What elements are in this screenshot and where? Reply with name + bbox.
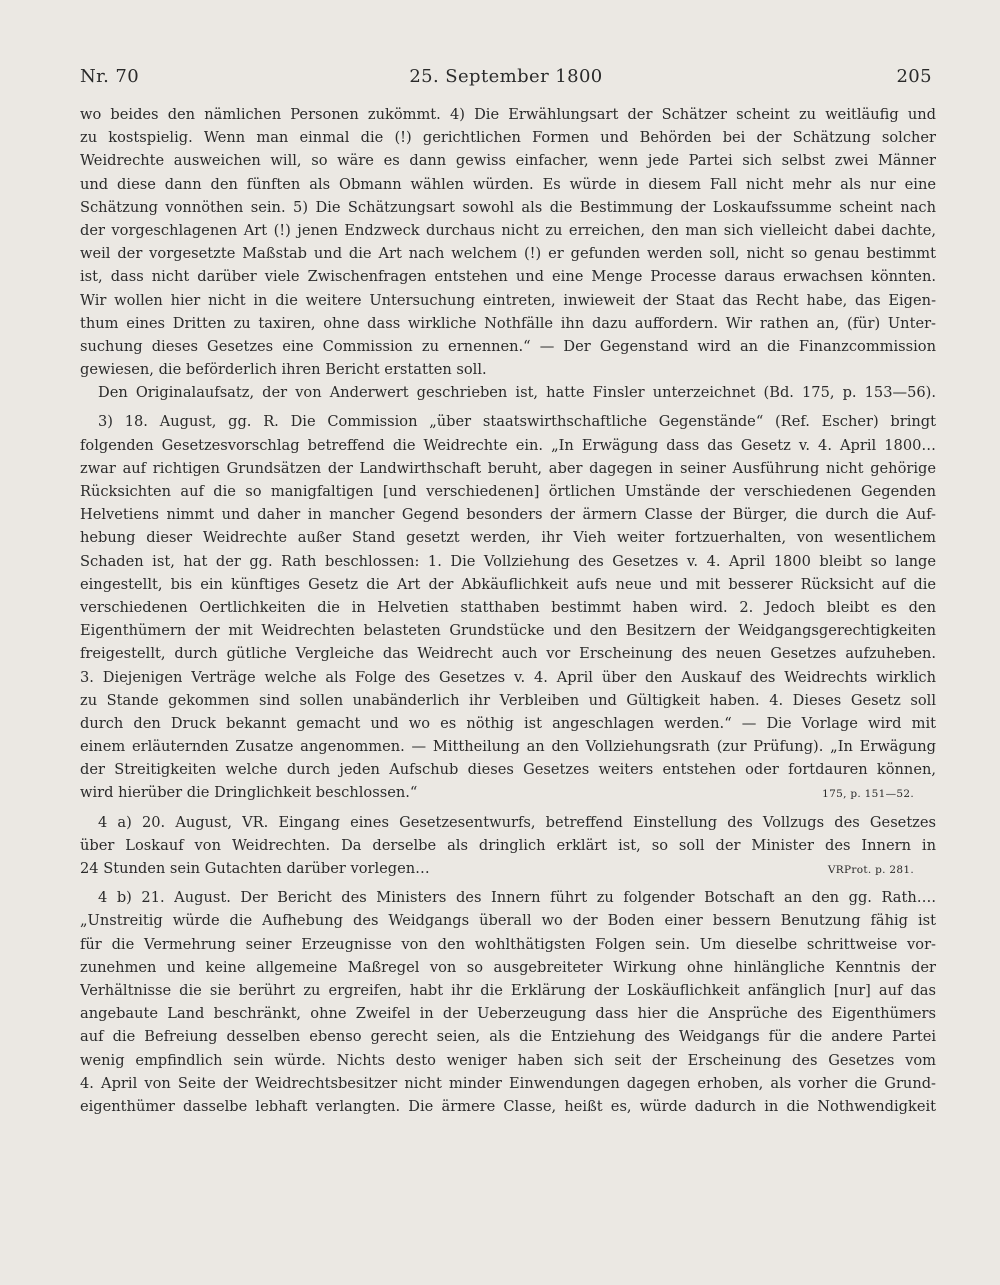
text-line: 4. April von Seite der Weidrechtsbesitzer nicht minder Einwendungen dagegen erhoben, als vorher die Grund- bbox=[80, 1074, 936, 1092]
text-line: angebaute Land beschränkt, ohne Zweifel in der Ueberzeugung dass hier die Ansprüche des Eigenthümers bbox=[80, 1005, 936, 1023]
text-line: 3. Diejenigen Verträge welche als Folge des Gesetzes v. 4. April über den Auskauf des Weidrechts wirklich bbox=[80, 668, 936, 686]
text-line: zwar auf richtigen Grundsätzen der Landwirthschaft beruht, aber dagegen in seiner Ausführung nicht gehörige bbox=[80, 459, 936, 477]
text-line: Rücksichten auf die so manigfaltigen [und verschiedenen] örtlichen Umstände der verschiedenen Gegenden bbox=[80, 483, 936, 500]
text-line: „Unstreitig würde die Aufhebung des Weidgangs überall wo der Boden einer bessern Benutzung fähig ist bbox=[80, 912, 936, 930]
text-line: der vorgeschlagenen Art (!) jenen Endzweck durchaus nicht zu erreichen, den man sich vielleicht dabei dachte, bbox=[80, 221, 936, 239]
text-line: 24 Stunden sein Gutachten darüber vorlegen… bbox=[80, 860, 430, 877]
text-line: Helvetiens nimmt und daher in mancher Gegend besonders der ärmern Classe der Bürger, die durch die Auf- bbox=[80, 506, 936, 524]
source-reference: 175, p. 151—52. bbox=[822, 788, 914, 801]
text-line: einem erläuternden Zusatze angenommen. — Mittheilung an den Vollziehungsrath (zur Prüfung). „In Erwägung bbox=[80, 738, 936, 756]
text-line: ist, dass nicht darüber viele Zwischenfragen entstehen und eine Menge Processe daraus erwachsen könnten. bbox=[80, 268, 936, 286]
text-line: weil der vorgesetzte Maßstab und die Art nach welchem (!) er gefunden werden soll, nicht so genau bestimmt bbox=[80, 245, 936, 263]
text-line: hebung dieser Weidrechte außer Stand gesetzt werden, ihr Vieh weiter fortzuerhalten, von wesentlichem bbox=[80, 529, 936, 547]
paragraph-note bbox=[80, 381, 936, 404]
text-line: thum eines Dritten zu taxiren, ohne dass wirkliche Nothfälle ihn dazu auffordern. Wir rathen an, (für) Unter- bbox=[80, 314, 936, 332]
text-line-with-reference bbox=[80, 857, 936, 880]
text-line: wo beides den nämlichen Personen zukömmt. 4) Die Erwählungsart der Schätzer scheint zu weitläufig und bbox=[80, 106, 936, 123]
text-line: zu Stande gekommen sind sollen unabänderlich ihr Verbleiben und Gültigkeit haben. 4. Dieses Gesetz soll bbox=[80, 691, 936, 709]
document-body bbox=[80, 103, 936, 1118]
source-reference: VRProt. p. 281. bbox=[827, 864, 914, 876]
text-line: durch den Druck bekannt gemacht und wo es nöthig ist angeschlagen werden.“ — Die Vorlage wird mit bbox=[80, 714, 936, 732]
paragraph-entry-3 bbox=[80, 410, 936, 804]
page-number: 205 bbox=[896, 66, 932, 87]
text-line: der Streitigkeiten welche durch jeden Aufschub dieses Gesetzes weiters entstehen oder fortdauren können, bbox=[80, 761, 936, 779]
text-line: zu kostspielig. Wenn man einmal die (!) gerichtlichen Formen und Behörden bei der Schätzung solcher bbox=[80, 129, 936, 147]
text-line: folgenden Gesetzesvorschlag betreffend die Weidrechte ein. „In Erwägung dass das Gesetz v. 4. April 1800… bbox=[80, 436, 936, 454]
text-line: 3) 18. August, gg. R. Die Commission „über staatswirthschaftliche Gegenstände“ (Ref. Escher) bringt bbox=[98, 413, 936, 431]
text-line: suchung dieses Gesetzes eine Commission zu ernennen.“ — Der Gegenstand wird an die Finanzcommission bbox=[80, 337, 936, 355]
text-line: Eigenthümern der mit Weidrechten belasteten Grundstücke und den Besitzern der Weidgangsgerechtigkeiten bbox=[80, 622, 936, 640]
page-header bbox=[80, 66, 932, 92]
text-line: eingestellt, bis ein künftiges Gesetz die Art der Abkäuflichkeit aufs neue und mit besserer Rücksicht auf die bbox=[80, 575, 936, 593]
paragraph-continuation bbox=[80, 103, 936, 381]
text-line: Den Originalaufsatz, der von Anderwert geschrieben ist, hatte Finsler unterzeichnet (Bd. 175, p. 153—56). bbox=[98, 384, 936, 402]
text-line-with-reference bbox=[80, 781, 936, 804]
text-line: wird hierüber die Dringlichkeit beschlossen.“ bbox=[80, 784, 418, 802]
text-line: auf die Befreiung desselben ebenso gerecht seien, als die Entziehung des Weidgangs für die andere Partei bbox=[80, 1028, 936, 1046]
text-line: Schätzung vonnöthen sein. 5) Die Schätzungsart sowohl als die Bestimmung der Loskaufssumme scheint nach bbox=[80, 198, 936, 216]
document-number: Nr. 70 bbox=[80, 66, 140, 87]
text-line: wenig empfindlich sein würde. Nichts desto weniger haben sich seit der Erscheinung des Gesetzes vom bbox=[80, 1051, 936, 1069]
text-line: Verhältnisse die sie berührt zu ergreifen, habt ihr die Erklärung der Loskäuflichkeit anfänglich [nur] auf das bbox=[80, 981, 936, 999]
paragraph-entry-4a bbox=[80, 811, 936, 881]
text-line: gewiesen, die beförderlich ihren Bericht erstatten soll. bbox=[80, 361, 487, 379]
text-line: und diese dann den fünften als Obmann wählen würden. Es würde in diesem Fall nicht mehr als nur eine bbox=[80, 175, 936, 193]
text-line: 4 a) 20. August, VR. Eingang eines Gesetzesentwurfs, betreffend Einstellung des Vollzugs des Gesetzes bbox=[98, 813, 936, 831]
text-line: für die Vermehrung seiner Erzeugnisse von den wohlthätigsten Folgen sein. Um dieselbe schrittweise vor- bbox=[80, 935, 936, 953]
text-line: Wir wollen hier nicht in die weitere Untersuchung eintreten, inwieweit der Staat das Recht habe, das Eigen- bbox=[80, 291, 936, 309]
document-date: 25. September 1800 bbox=[409, 66, 603, 87]
paragraph-entry-4b bbox=[80, 886, 936, 1118]
text-line: verschiedenen Oertlichkeiten die in Helvetien statthaben bestimmt haben wird. 2. Jedoch bleibt es den bbox=[80, 598, 936, 616]
text-line: 4 b) 21. August. Der Bericht des Ministers des Innern führt zu folgender Botschaft an den gg. Rath…. bbox=[98, 889, 936, 907]
text-line: freigestellt, durch gütliche Vergleiche das Weidrecht auch vor Erscheinung des neuen Gesetzes aufzuheben. bbox=[80, 645, 936, 663]
text-line: eigenthümer dasselbe lebhaft verlangten. Die ärmere Classe, heißt es, würde dadurch in die Nothwendigkeit bbox=[80, 1097, 936, 1115]
text-line: zunehmen und keine allgemeine Maßregel von so ausgebreiteter Wirkung ohne hinlängliche Kenntnis der bbox=[80, 958, 936, 976]
text-line: über Loskauf von Weidrechten. Da derselbe als dringlich erklärt ist, so soll der Minister des Innern in bbox=[80, 836, 936, 854]
text-line: Weidrechte ausweichen will, so wäre es dann gewiss einfacher, wenn jede Partei sich selbst zwei Männer bbox=[80, 152, 936, 170]
text-line: Schaden ist, hat der gg. Rath beschlossen: 1. Die Vollziehung des Gesetzes v. 4. April 1800 bleibt so lange bbox=[80, 552, 936, 570]
